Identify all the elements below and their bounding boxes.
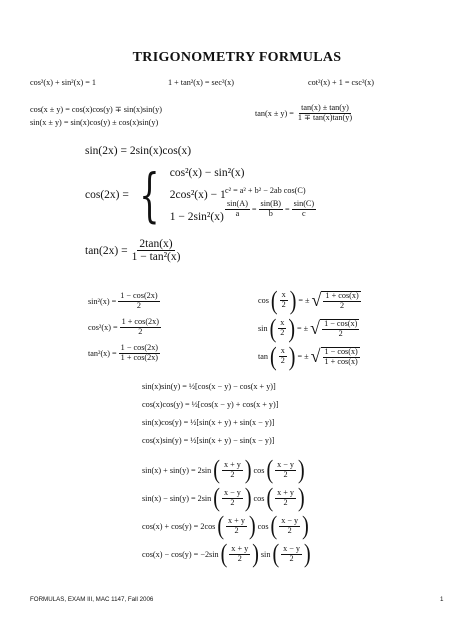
radicand-num: 1 + cos(x) (325, 290, 359, 300)
sin-power-denominator: 2 (136, 300, 141, 310)
right-paren: ) (304, 539, 311, 569)
product-to-sum-1: sin(x)sin(y) = ½[cos(x − y) − cos(x + y)] (142, 382, 276, 391)
left-paren: ( (269, 314, 277, 343)
stp-lhs: sin(x) + sin(y) = 2sin (142, 465, 212, 475)
sum-to-product-2 (142, 483, 305, 513)
two: 2 (287, 525, 292, 535)
right-paren: ) (298, 483, 305, 513)
left-paren: ( (272, 539, 280, 569)
pythagorean-identity-2: 1 + tan²(x) = sec²(x) (168, 78, 234, 87)
tan-power-reducing (88, 344, 160, 362)
right-paren: ) (244, 455, 252, 485)
tan-double-angle-fraction (130, 238, 183, 263)
sin-b: sin(B) (260, 199, 282, 208)
page-title: TRIGONOMETRY FORMULAS (132, 50, 342, 65)
arg-num: x (280, 346, 285, 356)
radicand-num: 1 − cos(x) (324, 318, 358, 328)
left-paren: ( (266, 483, 274, 513)
two: 2 (289, 553, 294, 563)
radical-icon: √ (310, 346, 321, 366)
half-arg (278, 319, 286, 337)
stp-a: x + y (223, 459, 241, 469)
left-paren: ( (217, 511, 225, 541)
right-paren: ) (298, 455, 305, 485)
sin-power-reducing (88, 292, 160, 310)
tan-power-lhs: tan²(x) = (88, 348, 117, 358)
stp-a: x + y (228, 515, 245, 525)
two: 2 (234, 525, 239, 535)
stp-arg-b (275, 489, 296, 507)
stp-b: x − y (277, 459, 295, 469)
arg-num: x (281, 290, 286, 300)
sin-a: sin(A) (227, 199, 248, 208)
sin-c: sin(C) (293, 199, 315, 208)
stp-arg-a (222, 461, 243, 479)
stp-arg-a (222, 489, 243, 507)
stp-lhs: cos(x) − cos(y) = −2sin (142, 549, 219, 559)
side-c: c (302, 208, 306, 218)
law-of-cosines: c² = a² + b² − 2ab cos(C) (225, 186, 306, 195)
stp-arg-b (279, 517, 300, 535)
footer-text: FORMULAS, EXAM III, MAC 1147, Fall 2006 (30, 596, 154, 603)
stp-a: x + y (231, 543, 249, 553)
equals-sign: = (285, 204, 290, 214)
left-brace: { (139, 161, 160, 229)
cos-power-denominator: 2 (138, 326, 143, 336)
tan-power-denominator: 1 + cos(2x) (120, 352, 159, 362)
tan-sum-denominator: 1 ∓ tan(x)tan(y) (297, 112, 353, 122)
stp-arg-b (281, 545, 302, 563)
tan-half-angle (258, 342, 360, 371)
cos-case-1: cos²(x) − sin²(x) (169, 167, 245, 179)
radicand (321, 347, 360, 366)
sin-half-angle (258, 314, 359, 343)
right-paren: ) (302, 511, 309, 541)
left-paren: ( (270, 511, 278, 541)
tan-sum-fraction (296, 104, 354, 122)
stp-mid: cos (253, 465, 265, 475)
tan-sum-numerator: tan(x) ± tan(y) (301, 103, 349, 112)
tan-double-angle-numerator: 2tan(x) (139, 238, 173, 250)
pythagorean-identity-3: cot²(x) + 1 = csc²(x) (308, 78, 374, 87)
tan-power-numerator: 1 − cos(2x) (120, 343, 159, 352)
two: 2 (283, 469, 288, 479)
stp-arg-b (275, 461, 296, 479)
arg-num: x (280, 318, 285, 328)
sum-to-product-4 (142, 539, 311, 569)
sin-sum-formula: sin(x ± y) = sin(x)cos(y) ± cos(x)sin(y) (30, 118, 159, 127)
sum-to-product-3 (142, 511, 309, 541)
half-arg (280, 291, 288, 309)
right-paren: ) (289, 286, 297, 315)
sin-power-fraction (118, 292, 159, 310)
radical-icon: √ (310, 318, 321, 338)
right-paren: ) (252, 539, 259, 569)
left-paren: ( (220, 539, 228, 569)
plus-minus: = ± (297, 324, 309, 333)
law-of-sines-term-c (292, 200, 316, 218)
two: 2 (230, 469, 235, 479)
right-paren: ) (248, 511, 256, 541)
cos-power-lhs: cos²(x) = (88, 322, 118, 332)
cos-double-angle-lhs: cos(2x) = (85, 189, 129, 201)
cos-half-angle (258, 286, 361, 315)
cos-half-fn: cos (258, 296, 269, 305)
right-paren: ) (244, 483, 252, 513)
cos-case-3: 1 − 2sin²(x) (169, 211, 224, 223)
tan-double-angle-lhs: tan(2x) = (85, 244, 128, 257)
pythagorean-identity-1: cos²(x) + sin²(x) = 1 (30, 78, 96, 87)
stp-b: x − y (281, 515, 299, 525)
cos-sum-formula: cos(x ± y) = cos(x)cos(y) ∓ sin(x)sin(y) (30, 105, 162, 114)
sin-power-numerator: 1 − cos(2x) (120, 291, 158, 300)
radicand-num: 1 − cos(x) (324, 346, 358, 356)
radical-icon: √ (311, 290, 322, 310)
stp-a: x − y (223, 487, 241, 497)
radicand-den: 1 + cos(x) (324, 356, 358, 366)
plus-minus: = ± (298, 296, 310, 305)
stp-lhs: cos(x) + cos(y) = 2cos (142, 521, 216, 531)
arg-den: 2 (280, 356, 285, 365)
radicand-den: 2 (338, 328, 343, 338)
radicand-den: 2 (340, 300, 345, 310)
two: 2 (230, 497, 235, 507)
stp-arg-a (229, 545, 250, 563)
product-to-sum-3: sin(x)cos(y) = ½[sin(x + y) + sin(x − y)] (142, 418, 275, 427)
stp-mid: cos (257, 521, 269, 531)
plus-minus: = ± (297, 352, 309, 361)
tan-sum-formula (255, 104, 354, 122)
tan-sum-lhs: tan(x ± y) = (255, 108, 294, 118)
left-paren: ( (270, 286, 278, 315)
two: 2 (283, 497, 288, 507)
law-of-sines-term-a (225, 200, 250, 218)
stp-b: x + y (277, 487, 295, 497)
side-a: a (235, 208, 240, 218)
sin-double-angle: sin(2x) = 2sin(x)cos(x) (85, 145, 192, 157)
radicand (321, 291, 360, 310)
product-to-sum-2: cos(x)cos(y) = ½[cos(x − y) + cos(x + y)] (142, 400, 279, 409)
stp-mid: sin (260, 549, 271, 559)
cos-power-numerator: 1 + cos(2x) (121, 317, 159, 326)
tan-double-angle (85, 238, 182, 263)
arg-den: 2 (281, 300, 286, 309)
right-paren: ) (288, 314, 295, 343)
sqrt (310, 318, 359, 339)
sum-to-product-1 (142, 455, 305, 485)
sin-power-lhs: sin²(x) = (88, 296, 117, 306)
tan-double-angle-denominator: 1 − tan²(x) (131, 251, 181, 264)
tan-power-fraction (119, 344, 160, 362)
sqrt (311, 346, 360, 367)
equals-sign: = (251, 204, 257, 214)
tan-half-fn: tan (258, 352, 269, 361)
cos-double-angle (85, 162, 244, 228)
sqrt (312, 290, 361, 311)
right-paren: ) (288, 342, 296, 371)
arg-den: 2 (280, 328, 285, 337)
stp-lhs: sin(x) − sin(y) = 2sin (142, 493, 212, 503)
stp-b: x − y (283, 543, 301, 553)
left-paren: ( (266, 455, 274, 485)
half-arg (279, 347, 287, 365)
side-b: b (268, 208, 273, 218)
cos-case-2: 2cos²(x) − 1 (169, 189, 226, 201)
cos-power-reducing (88, 318, 161, 336)
sin-half-fn: sin (258, 324, 268, 333)
left-paren: ( (270, 342, 277, 371)
stp-mid: cos (253, 493, 265, 503)
left-paren: ( (213, 483, 220, 513)
law-of-sines (225, 200, 316, 218)
radicand (320, 319, 359, 338)
product-to-sum-4: cos(x)sin(y) = ½[sin(x + y) − sin(x − y)] (142, 436, 275, 445)
cos-power-fraction (120, 318, 161, 336)
left-paren: ( (213, 455, 220, 485)
page-number: 1 (440, 596, 444, 603)
stp-arg-a (226, 517, 247, 535)
two: 2 (237, 553, 242, 563)
law-of-sines-term-b (259, 200, 283, 218)
